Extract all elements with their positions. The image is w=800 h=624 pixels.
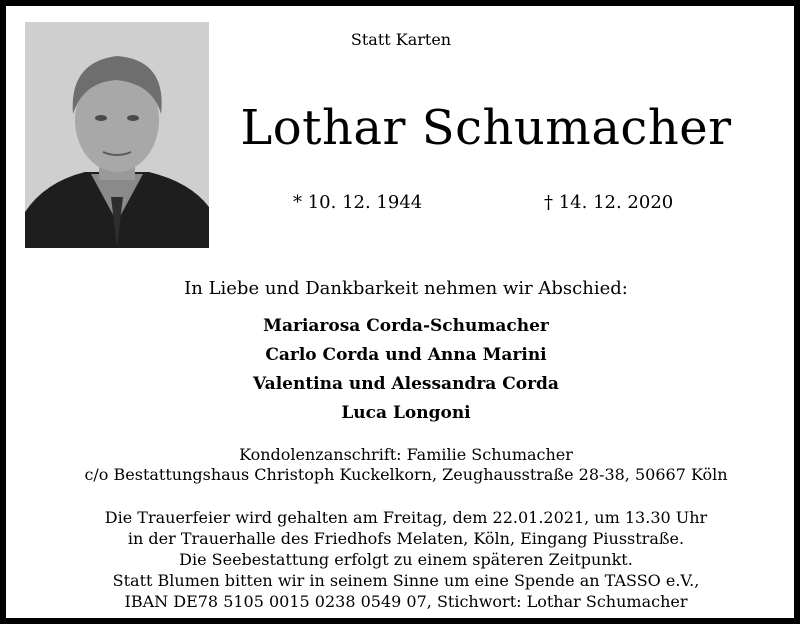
funeral-notice — [6, 507, 800, 612]
mourner-name: Carlo Corda und Anna Marini — [265, 345, 547, 365]
birth-date: * 10. 12. 1944 — [293, 192, 423, 213]
address-line: Kondolenzanschrift: Familie Schumacher — [239, 445, 573, 464]
mourner-name: Mariarosa Corda-Schumacher — [263, 316, 549, 336]
notice-line: IBAN DE78 5105 0015 0238 0549 07, Stichwort: Lothar Schumacher — [124, 592, 688, 611]
notice-line: Die Trauerfeier wird gehalten am Freitag, dem 22.01.2021, um 13.30 Uhr — [104, 508, 708, 527]
header-note: Statt Karten — [350, 30, 452, 49]
notice-line: Statt Blumen bitten wir in seinem Sinne um eine Spende an TASSO e.V., — [112, 571, 700, 590]
mourners-list — [6, 312, 800, 428]
death-date: † 14. 12. 2020 — [544, 192, 674, 213]
farewell-intro: In Liebe und Dankbarkeit nehmen wir Abschied: — [184, 278, 628, 299]
mourner-name: Valentina und Alessandra Corda — [253, 374, 559, 394]
notice-line: in der Trauerhalle des Friedhofs Melaten, Köln, Eingang Piusstraße. — [127, 529, 685, 548]
address-line: c/o Bestattungshaus Christoph Kuckelkorn, Zeughausstraße 28-38, 50667 Köln — [84, 465, 728, 484]
mourner-name: Luca Longoni — [341, 403, 471, 423]
portrait-photo — [25, 22, 209, 248]
notice-line: Die Seebestattung erfolgt zu einem späteren Zeitpunkt. — [179, 550, 633, 569]
deceased-name: Lothar Schumacher — [240, 100, 732, 156]
condolence-address — [6, 445, 800, 485]
